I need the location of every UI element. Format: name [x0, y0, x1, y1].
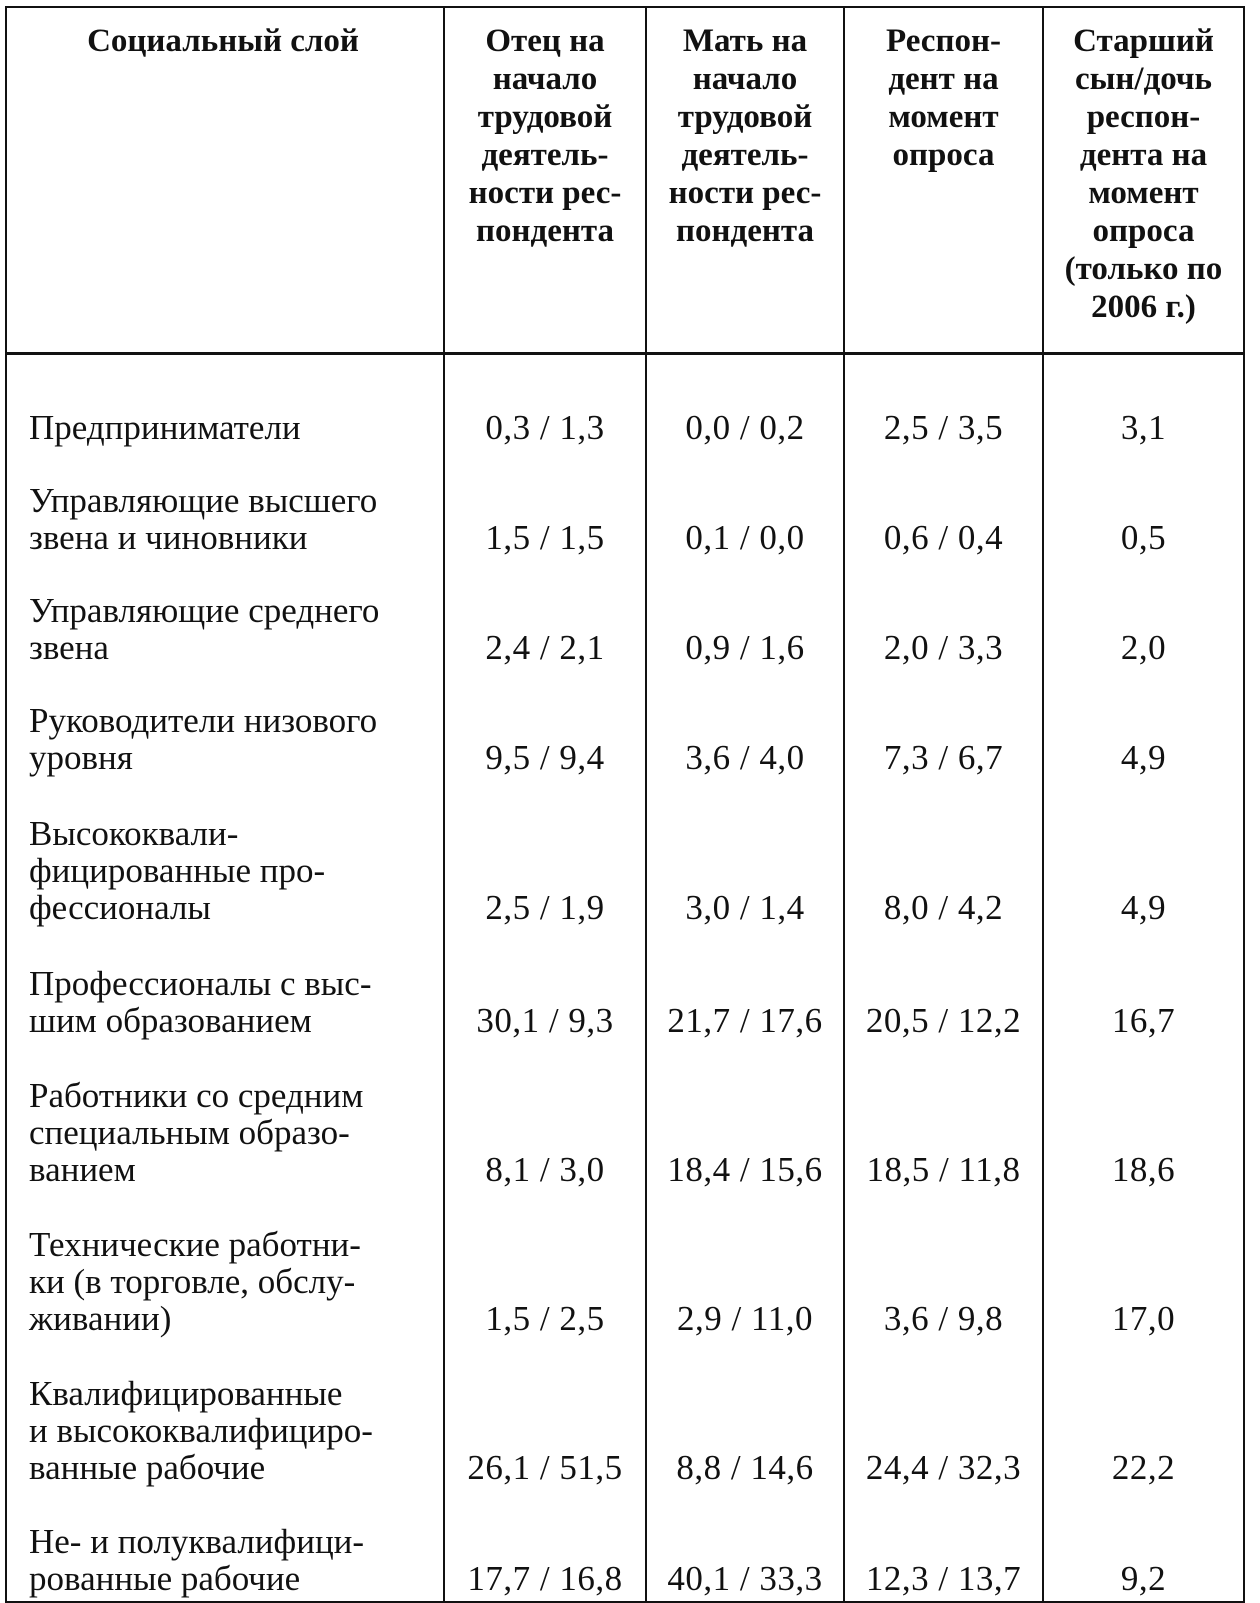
child-cell: 22,2 — [1043, 1341, 1244, 1490]
father-cell: 9,5 / 9,4 — [444, 670, 646, 780]
mother-cell: 0,1 / 0,0 — [646, 450, 844, 560]
respondent-cell: 12,3 / 13,7 — [844, 1490, 1043, 1602]
respondent-cell: 2,5 / 3,5 — [844, 354, 1043, 451]
row-label: Руководители низового уровня — [6, 670, 444, 780]
mother-cell: 0,0 / 0,2 — [646, 354, 844, 451]
father-cell: 1,5 / 1,5 — [444, 450, 646, 560]
child-cell: 17,0 — [1043, 1192, 1244, 1341]
father-cell: 0,3 / 1,3 — [444, 354, 646, 451]
father-cell: 26,1 / 51,5 — [444, 1341, 646, 1490]
father-cell: 1,5 / 2,5 — [444, 1192, 646, 1341]
row-label: Не- и полуквалифици- рованные рабочие — [6, 1490, 444, 1602]
row-label: Работники со средним специальным образо- ванием — [6, 1043, 444, 1192]
row-label: Предприниматели — [6, 354, 444, 451]
row-label: Управляющие высшего звена и чиновники — [6, 450, 444, 560]
mother-cell: 0,9 / 1,6 — [646, 560, 844, 670]
table-row — [6, 930, 1244, 1043]
column-header-father: Отец на начало трудовой деятель- ности рес- пондента — [444, 7, 646, 354]
table-row — [6, 1341, 1244, 1490]
father-cell: 2,5 / 1,9 — [444, 780, 646, 930]
row-label: Высококвали- фицированные про- фессионалы — [6, 780, 444, 930]
child-cell: 4,9 — [1043, 780, 1244, 930]
table-row — [6, 560, 1244, 670]
row-label: Квалифицированные и высококвалифициро- ванные рабочие — [6, 1341, 444, 1490]
table-row — [6, 670, 1244, 780]
table-row — [6, 1490, 1244, 1602]
respondent-cell: 8,0 / 4,2 — [844, 780, 1043, 930]
respondent-cell: 18,5 / 11,8 — [844, 1043, 1043, 1192]
table-row — [6, 1043, 1244, 1192]
respondent-cell: 2,0 / 3,3 — [844, 560, 1043, 670]
mother-cell: 8,8 / 14,6 — [646, 1341, 844, 1490]
header-row — [6, 7, 1244, 354]
mother-cell: 40,1 / 33,3 — [646, 1490, 844, 1602]
respondent-cell: 20,5 / 12,2 — [844, 930, 1043, 1043]
table-body — [6, 354, 1244, 1603]
father-cell: 17,7 / 16,8 — [444, 1490, 646, 1602]
child-cell: 2,0 — [1043, 560, 1244, 670]
row-label: Технические работни- ки (в торговле, обслу- живании) — [6, 1192, 444, 1341]
row-label: Профессионалы с выс- шим образованием — [6, 930, 444, 1043]
table-row — [6, 354, 1244, 451]
table-row — [6, 780, 1244, 930]
child-cell: 4,9 — [1043, 670, 1244, 780]
mother-cell: 18,4 / 15,6 — [646, 1043, 844, 1192]
column-header-mother: Мать на начало трудовой деятель- ности рес- пондента — [646, 7, 844, 354]
table-row — [6, 1192, 1244, 1341]
social-strata-table — [5, 6, 1245, 1603]
father-cell: 8,1 / 3,0 — [444, 1043, 646, 1192]
row-label: Управляющие среднего звена — [6, 560, 444, 670]
respondent-cell: 24,4 / 32,3 — [844, 1341, 1043, 1490]
father-cell: 2,4 / 2,1 — [444, 560, 646, 670]
child-cell: 0,5 — [1043, 450, 1244, 560]
column-header-respondent: Респон- дент на момент опроса — [844, 7, 1043, 354]
mother-cell: 21,7 / 17,6 — [646, 930, 844, 1043]
child-cell: 18,6 — [1043, 1043, 1244, 1192]
table-row — [6, 450, 1244, 560]
respondent-cell: 7,3 / 6,7 — [844, 670, 1043, 780]
father-cell: 30,1 / 9,3 — [444, 930, 646, 1043]
child-cell: 9,2 — [1043, 1490, 1244, 1602]
respondent-cell: 3,6 / 9,8 — [844, 1192, 1043, 1341]
table-header — [6, 7, 1244, 354]
child-cell: 3,1 — [1043, 354, 1244, 451]
respondent-cell: 0,6 / 0,4 — [844, 450, 1043, 560]
mother-cell: 2,9 / 11,0 — [646, 1192, 844, 1341]
mother-cell: 3,0 / 1,4 — [646, 780, 844, 930]
column-header-eldest-child: Старший сын/дочь респон- дента на момент опроса (только по 2006 г.) — [1043, 7, 1244, 354]
child-cell: 16,7 — [1043, 930, 1244, 1043]
mother-cell: 3,6 / 4,0 — [646, 670, 844, 780]
column-header-social-stratum: Социальный слой — [6, 7, 444, 354]
